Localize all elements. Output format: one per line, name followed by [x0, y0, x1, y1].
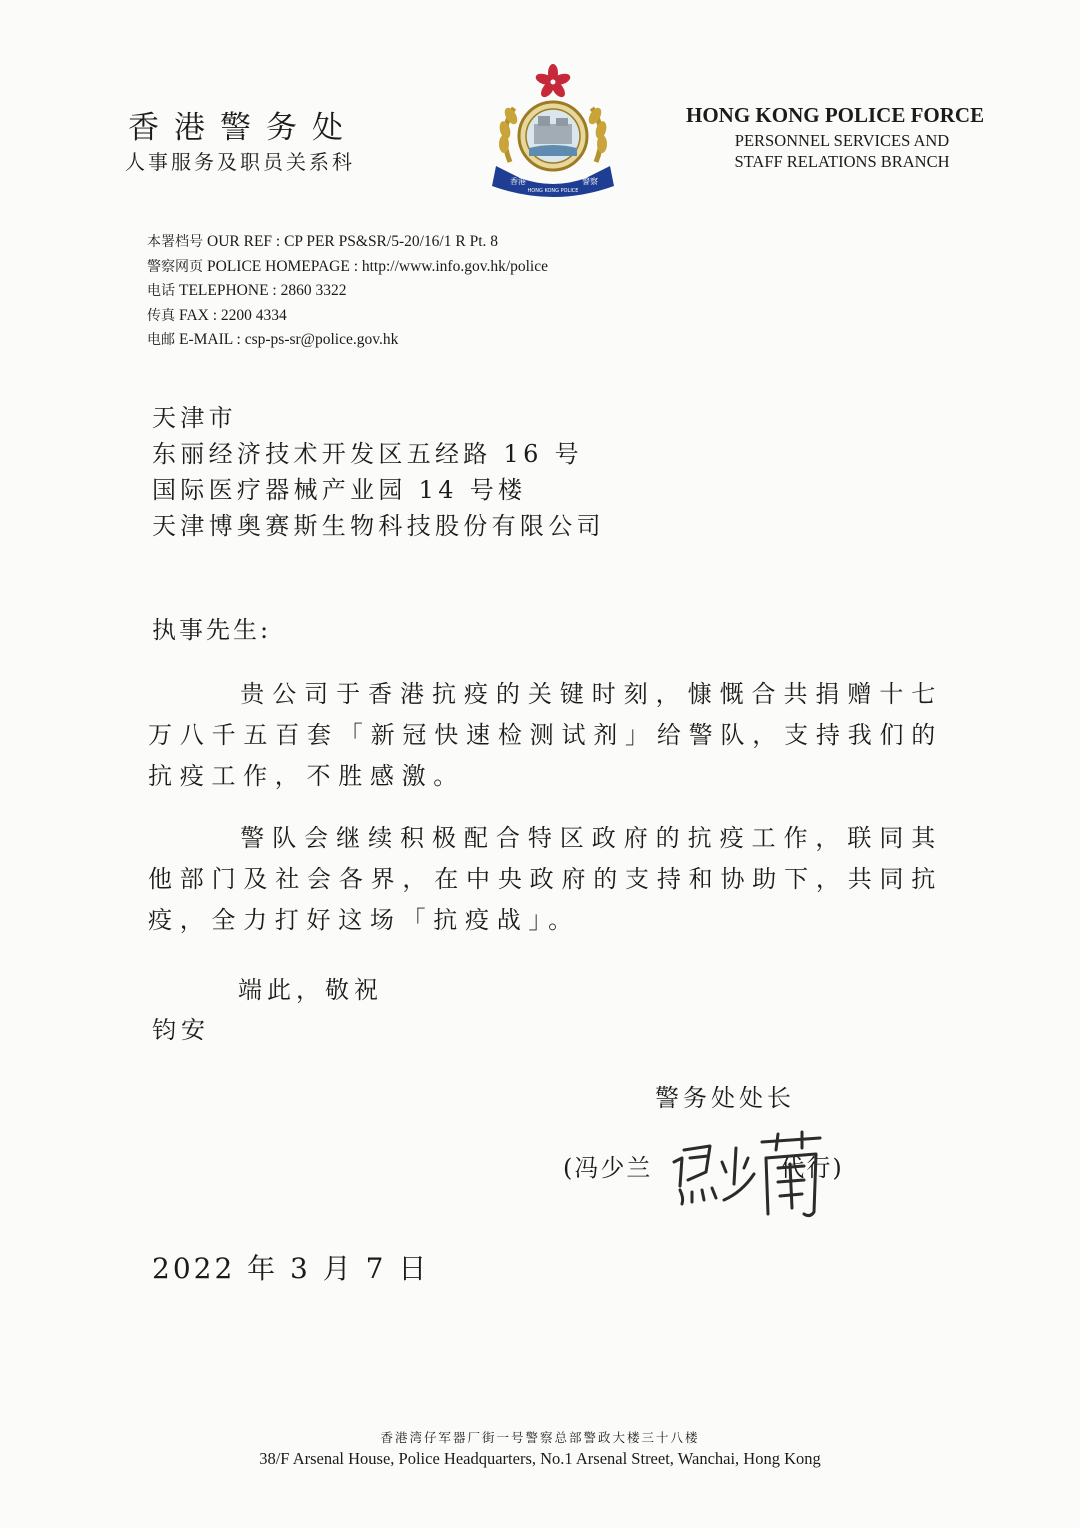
salutation: 执事先生: — [152, 616, 272, 644]
department-title-cn: 香港警务处 — [128, 110, 358, 146]
on-behalf-prefix: (冯少兰 — [563, 1154, 653, 1182]
department-title-en: HONG KONG POLICE FORCE — [686, 103, 985, 127]
handwritten-signature — [670, 1128, 830, 1218]
body-paragraph — [148, 818, 943, 941]
address-line: 东丽经济技术开发区五经路 16 号 — [152, 440, 583, 468]
signatory-title: 警务处处长 — [655, 1084, 795, 1112]
reference-block — [147, 230, 548, 353]
reference-label: 警察网页 — [147, 259, 203, 275]
crest-text-left: 香港 — [510, 177, 526, 186]
closing-greeting: 钧安 — [152, 1016, 210, 1044]
body-paragraph-text: 警队会继续积极配合特区政府的抗疫工作，联同其他部门及社会各界，在中央政府的支持和协助下，共同抗疫，全力打好这场「抗疫战」。 — [148, 824, 943, 934]
address-line: 天津博奥赛斯生物科技股份有限公司 — [152, 512, 605, 540]
footer-address-cn: 香港湾仔军器厂街一号警察总部警政大楼三十八楼 — [380, 1430, 700, 1445]
address-line: 天津市 — [152, 404, 237, 432]
reference-line-fax — [147, 304, 548, 329]
reference-label: 传真 — [147, 308, 175, 324]
crest-text-banner: HONG KONG POLICE — [527, 188, 579, 194]
reference-value: E-MAIL : csp-ps-sr@police.gov.hk — [179, 331, 399, 349]
body-paragraph — [148, 674, 943, 797]
branch-title-en-line1: PERSONNEL SERVICES AND — [734, 131, 950, 150]
body-paragraph-text: 贵公司于香港抗疫的关键时刻，慷慨合共捐赠十七万八千五百套「新冠快速检测试剂」给警队，支持我们的抗疫工作，不胜感激。 — [148, 680, 943, 790]
reference-line-telephone — [147, 279, 548, 304]
branch-title-en — [686, 130, 998, 172]
address-line: 国际医疗器械产业园 14 号楼 — [152, 476, 527, 504]
recipient-address — [152, 400, 605, 544]
reference-label: 本署档号 — [147, 235, 203, 250]
reference-line-our-ref — [147, 230, 548, 255]
footer-address-en: 38/F Arsenal House, Police Headquarters, No.1 Arsenal Street, Wanchai, Hong Kong — [259, 1449, 821, 1468]
reference-value: FAX : 2200 4334 — [179, 306, 287, 324]
hong-kong-police-crest-icon — [484, 64, 622, 200]
reference-line-email — [147, 328, 548, 353]
closing-line: 端此，敬祝 — [238, 976, 383, 1004]
on-behalf-suffix: 代行) — [780, 1154, 844, 1182]
reference-value: OUR REF : CP PER PS&SR/5-20/16/1 R Pt. 8 — [207, 233, 498, 250]
crest-text-right: 警察 — [582, 177, 598, 186]
letter-date: 2022 年 3 月 7 日 — [152, 1252, 430, 1285]
reference-value: TELEPHONE : 2860 3322 — [179, 282, 347, 300]
reference-line-homepage — [147, 255, 548, 280]
reference-label: 电话 — [147, 284, 175, 300]
reference-label: 电邮 — [147, 333, 175, 349]
branch-title-cn: 人事服务及职员关系科 — [125, 150, 355, 174]
branch-title-en-line2: STAFF RELATIONS BRANCH — [734, 152, 950, 171]
reference-value: POLICE HOMEPAGE : http://www.info.gov.hk/police — [207, 257, 548, 275]
